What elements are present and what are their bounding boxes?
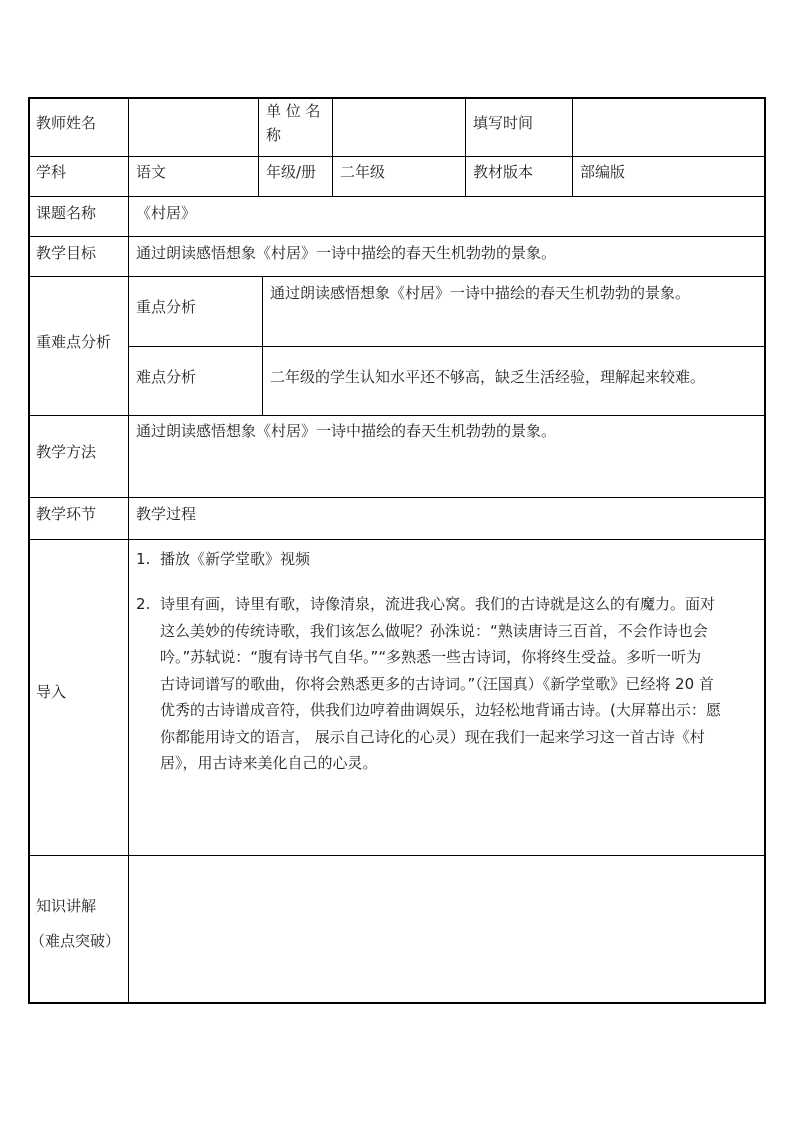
teaching-method-label: 教学方法	[36, 443, 97, 461]
table-border-left	[28, 97, 30, 1004]
table-border-top	[28, 97, 765, 99]
teaching-stage-value: 教学过程	[136, 505, 197, 523]
row-divider	[28, 276, 765, 277]
teaching-stage-label: 教学环节	[36, 505, 97, 523]
subject-label: 学科	[36, 163, 67, 181]
unit-name-label-line2: 称	[266, 126, 282, 144]
intro-item-2-number: 2.	[136, 595, 151, 613]
key-point-label: 重点分析	[136, 298, 197, 316]
introduction-label: 导入	[36, 683, 67, 701]
intro-item-2-line: 吟。”苏轼说：“腹有诗书气自华。”“多熟悉一些古诗词，你将终生受益。多听一听为	[160, 648, 702, 666]
row-divider	[128, 346, 765, 347]
key-difficult-label: 重难点分析	[36, 333, 112, 351]
sub-column-divider	[262, 276, 263, 416]
difficult-point-value: 二年级的学生认知水平还不够高，缺乏生活经验，理解起来较难。	[270, 368, 706, 386]
grade-label: 年级/册	[266, 163, 317, 181]
subject-value: 语文	[136, 163, 167, 181]
intro-item-2-line: 古诗词谱写的歌曲，你将会熟悉更多的古诗词。”（汪国真）《新学堂歌》已经将 20 首	[160, 674, 714, 693]
teacher-name-label: 教师姓名	[36, 114, 97, 132]
intro-item-2-line: 你都能用诗文的语言， 展示自己诗化的心灵）现在我们一起来学习这一首古诗《村	[160, 727, 705, 746]
difficult-point-label: 难点分析	[136, 368, 197, 386]
key-point-value: 通过朗读感悟想象《村居》一诗中描绘的春天生机勃勃的景象。	[270, 284, 691, 302]
intro-item-2-line: 居》，用古诗来美化自己的心灵。	[160, 754, 378, 772]
grade-value: 二年级	[340, 163, 386, 181]
knowledge-label: 知识讲解	[36, 897, 97, 915]
intro-item-2-line: 优秀的古诗谱成音符，供我们边哼着曲调娱乐，边轻松地背诵古诗。(大屏幕出示：愿	[160, 701, 721, 719]
lesson-title-label: 课题名称	[36, 204, 97, 222]
teaching-goal-value: 通过朗读感悟想象《村居》一诗中描绘的春天生机勃勃的景象。	[136, 244, 557, 262]
row-divider	[28, 196, 765, 197]
row-divider	[28, 539, 765, 540]
table-border-right	[764, 97, 766, 1004]
row-divider	[28, 415, 765, 416]
row-divider	[28, 236, 765, 237]
intro-item-1-number: 1.	[136, 550, 151, 568]
intro-item-1-text: 播放《新学堂歌》视频	[160, 550, 311, 568]
label-column-divider	[128, 97, 129, 1004]
column-divider	[572, 97, 573, 197]
unit-name-label: 单 位 名	[266, 102, 321, 120]
textbook-label: 教材版本	[473, 163, 534, 181]
intro-item-2-paragraph	[160, 591, 760, 777]
textbook-value: 部编版	[580, 163, 626, 181]
knowledge-label-sub: （难点突破）	[30, 932, 121, 950]
column-divider	[465, 97, 466, 197]
row-divider	[28, 497, 765, 498]
row-divider	[28, 855, 765, 856]
intro-item-2-line: 诗里有画，诗里有歌，诗像清泉，流进我心窝。我们的古诗就是这么的有魔力。面对	[160, 595, 716, 613]
teaching-method-value: 通过朗读感悟想象《村居》一诗中描绘的春天生机勃勃的景象。	[136, 422, 557, 440]
column-divider	[258, 97, 259, 197]
teaching-goal-label: 教学目标	[36, 244, 97, 262]
lesson-title-value: 《村居》	[136, 204, 197, 222]
fill-time-label: 填写时间	[473, 114, 534, 132]
table-border-bottom	[28, 1002, 765, 1004]
intro-item-2-line: 这么美妙的传统诗歌，我们该怎么做呢？孙洙说：“熟读唐诗三百首，不会作诗也会	[160, 621, 708, 640]
row-divider	[28, 156, 765, 157]
column-divider	[332, 97, 333, 197]
